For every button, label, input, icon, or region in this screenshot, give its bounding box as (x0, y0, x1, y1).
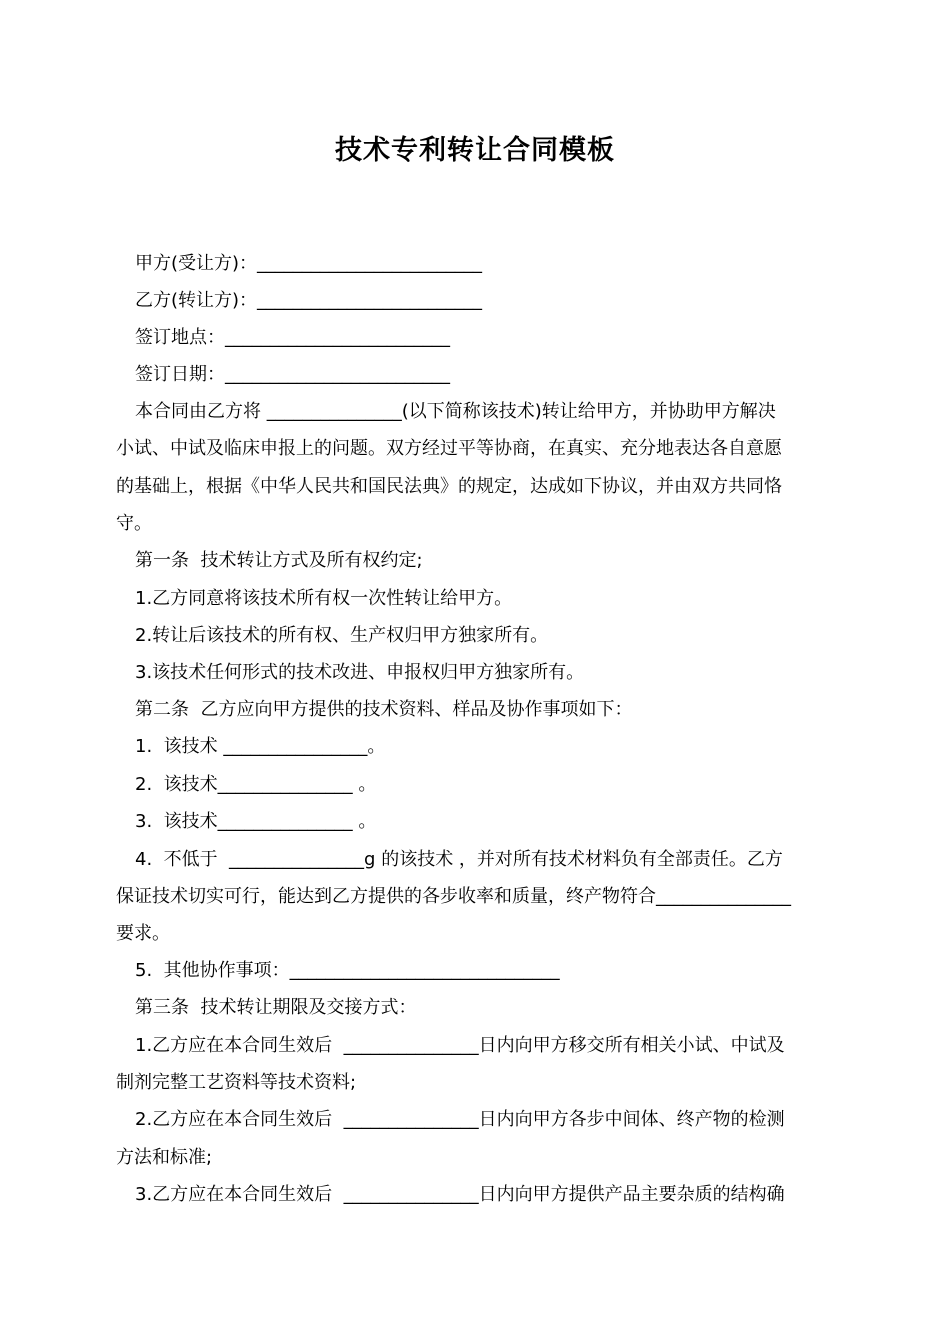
article-2-item: 3. 该技术_______________ 。 (135, 811, 377, 832)
article-2-item: 2. 该技术_______________ 。 (135, 774, 377, 795)
article-2-item: 5. 其他协作事项：______________________________ (135, 960, 560, 981)
article-3-item: 1.乙方应在本合同生效后 _______________日内向甲方移交所有相关小试、中试及 (135, 1035, 785, 1056)
article-3-item-continued: 制剂完整工艺资料等技术资料; (116, 1072, 357, 1093)
article-2-heading: 第二条 乙方应向甲方提供的技术资料、样品及协作事项如下： (135, 699, 633, 720)
signing-date-line: 签订日期：_________________________ (135, 364, 450, 385)
article-2-item-continued: 保证技术切实可行，能达到乙方提供的各步收率和质量，终产物符合_______________ (116, 886, 791, 907)
article-1-item: 2.转让后该技术的所有权、生产权归甲方独家所有。 (135, 625, 549, 646)
preamble-line: 守。 (116, 513, 152, 534)
article-3-heading: 第三条 技术转让期限及交接方式： (135, 997, 417, 1018)
article-2-item-continued: 要求。 (116, 923, 170, 944)
article-2-item: 4. 不低于 _______________g 的该技术 ，并对所有技术材料负有全部责任。乙方 (135, 849, 783, 870)
article-1-heading: 第一条 技术转让方式及所有权约定; (135, 550, 423, 571)
article-3-item: 3.乙方应在本合同生效后 _______________日内向甲方提供产品主要杂质的结构确 (135, 1184, 785, 1205)
article-3-item: 2.乙方应在本合同生效后 _______________日内向甲方各步中间体、终产物的检测 (135, 1109, 785, 1130)
article-1-item: 3.该技术任何形式的技术改进、申报权归甲方独家所有。 (135, 662, 585, 683)
document-title: 技术专利转让合同模板 (335, 135, 615, 166)
preamble-line: 本合同由乙方将 _______________(以下简称该技术)转让给甲方，并协助甲方解决 (135, 401, 776, 422)
article-2-item: 1. 该技术 ________________。 (135, 736, 386, 757)
article-1-item: 1.乙方同意将该技术所有权一次性转让给甲方。 (135, 588, 513, 609)
article-3-item-continued: 方法和标准; (116, 1147, 213, 1168)
signing-place-line: 签订地点：_________________________ (135, 327, 450, 348)
preamble-line: 的基础上，根据《中华人民共和国民法典》的规定，达成如下协议，并由双方共同恪 (116, 476, 782, 497)
party-b-line: 乙方(转让方)：_________________________ (135, 290, 483, 311)
preamble-line: 小试、中试及临床申报上的问题。双方经过平等协商，在真实、充分地表达各自意愿 (116, 438, 782, 459)
party-a-line: 甲方(受让方)：_________________________ (135, 253, 483, 274)
